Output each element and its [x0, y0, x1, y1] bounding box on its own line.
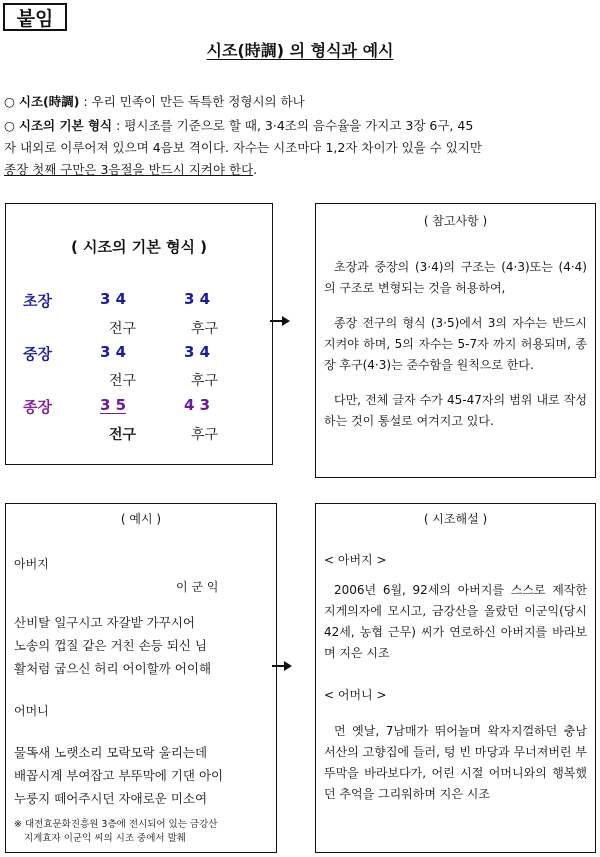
back-phrase-label: 후구 — [191, 427, 219, 443]
label-jongjang: 종장 — [23, 398, 52, 416]
syllables-chojang-back: 3 4 — [184, 290, 211, 308]
basic-form-box — [5, 203, 273, 465]
poem-author: 이 군 익 — [176, 580, 219, 594]
reference-box — [315, 203, 596, 478]
commentary-heading-father: < 아버지 > — [324, 553, 387, 567]
right-arrow-icon — [268, 313, 294, 329]
reference-paragraph-3: 다만, 전체 글자 수가 45-47자의 범위 내로 작성하는 것이 통설로 여겨지고 있다. — [324, 393, 587, 428]
right-arrow-icon — [270, 658, 296, 674]
commentary-paragraph-mother: 먼 옛날, 7남매가 뛰어놀며 왁자지껄하던 충남 서산의 고향집에 들러, 텅 빈 마당과 무너져버린 부뚜막을 바라보다가, 어린 시절 어머니와의 행복했던 추억을 그리워하며 지은 시조 — [324, 724, 587, 801]
poem-line: 노송의 껍질 같은 거친 손등 되신 님 — [14, 638, 207, 653]
poem-title-mother: 어머니 — [14, 704, 49, 718]
page-title: 시조(時調) 의 형식과 예시 — [206, 41, 394, 60]
commentary-paragraph-father: 2006년 6월, 92세의 아버지를 스스로 제작한 지게의자에 모시고, 금강산을 올랐던 이군익(당시 42세, 농협 근무) 씨가 연로하신 아버지를 바라보며 지은 시조 — [324, 583, 587, 660]
syllables-chojang-front: 3 4 — [100, 290, 127, 308]
basic-form-title: ( 시조의 기본 형식 ) — [70, 238, 208, 256]
commentary-box — [315, 503, 596, 853]
attachment-tag: 붙임 — [3, 3, 67, 31]
syllables-jongjang-front: 3 5 — [100, 396, 127, 414]
example-footnote: ※ 대전효문화진흥원 3층에 전시되어 있는 금강산 지게효자 이군익 씨의 시조 중에서 발췌 — [14, 819, 218, 844]
poem-line: 누룽지 떼어주시던 자애로운 미소여 — [14, 791, 208, 806]
intro-item-1: ○ 시조(時調) : 우리 민족이 만든 독특한 정형시의 하나 — [4, 94, 305, 109]
poem-line: 산비탈 일구시고 자갈밭 가꾸시어 — [14, 615, 195, 630]
label-jungjang: 중장 — [23, 345, 52, 363]
syllables-jungjang-front: 3 4 — [100, 343, 127, 361]
reference-paragraph-1: 초장과 중장의 (3·4)의 구조는 (4·3)또는 (4·4)의 구조로 변형되는 것을 허용하여, — [324, 260, 587, 295]
poem-father — [14, 611, 268, 680]
label-chojang: 초장 — [23, 292, 52, 310]
example-title: ( 예시 ) — [120, 512, 162, 526]
front-phrase-label: 전구 — [109, 373, 137, 389]
commentary-heading-mother: < 어머니 > — [324, 688, 387, 702]
front-phrase-label: 전구 — [109, 427, 137, 443]
reference-paragraph-2: 종장 전구의 형식 (3·5)에서 3의 자수는 반드시 지켜야 하며, 5의 자수는 5-7자 까지 허용되며, 종장 후구(4·3)는 준수함을 원칙으로 한다. — [324, 316, 587, 372]
syllables-jongjang-back: 4 3 — [184, 396, 211, 414]
poem-line: 활처럼 굽으신 허리 어이할까 어이해 — [14, 661, 212, 676]
intro-item-2: ○ 시조의 기본 형식 : 평시조를 기준으로 할 때, 3·4조의 음수율을 가지고 3장 6구, 45 자 내외로 이루어져 있으며 4음보 격이다. 자수는 시조마다 1,2자 차이가 있을 수 있지만 종장 첫째 구만은 3음절을 반드시 지켜야 한다. — [4, 118, 482, 177]
back-phrase-label: 후구 — [191, 321, 219, 337]
example-box — [5, 503, 277, 853]
poem-line: 배꼽시계 부여잡고 부뚜막에 기댄 아이 — [14, 768, 224, 783]
poem-title-father: 아버지 — [14, 557, 49, 571]
syllables-jungjang-back: 3 4 — [184, 343, 211, 361]
poem-mother — [14, 741, 268, 810]
poem-line: 물똑새 노랫소리 모락모락 울리는데 — [14, 745, 208, 760]
commentary-title: ( 시조해설 ) — [423, 512, 488, 526]
back-phrase-label: 후구 — [191, 373, 219, 389]
reference-title: ( 참고사항 ) — [423, 214, 488, 228]
front-phrase-label: 전구 — [109, 321, 137, 337]
